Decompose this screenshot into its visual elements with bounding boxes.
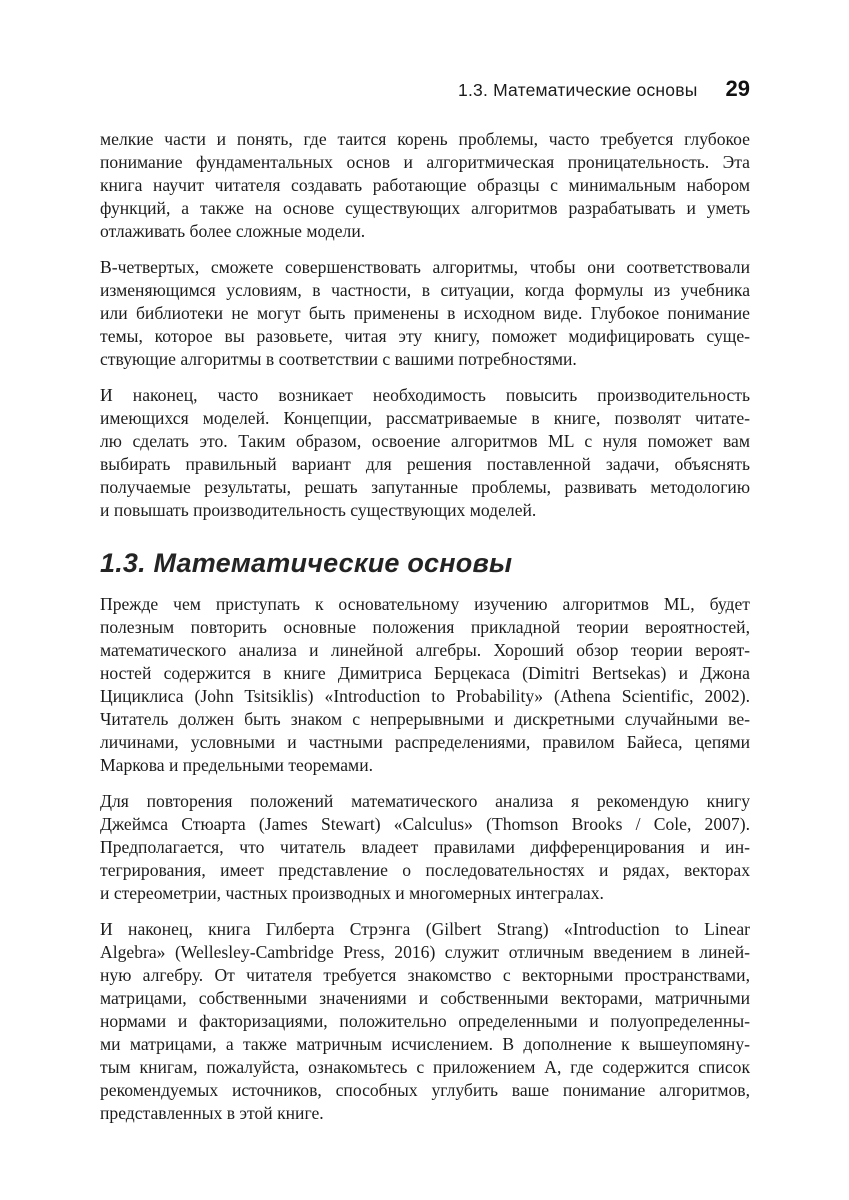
paragraph [100,256,750,371]
text-line: имеющихся моделей. Концепции, рассматриваемые в книге, позволят читате- [100,408,750,428]
text-line: функций, а также на основе существующих алгоритмов разрабатывать и уметь [100,198,750,218]
text-line: лю сделать это. Таким образом, освоение алгоритмов ML с нуля поможет вам [100,431,750,451]
text-line: И наконец, часто возникает необходимость повысить производительность [100,385,750,405]
text-line: Algebra» (Wellesley-Cambridge Press, 2016) служит отличным введением в линей- [100,942,750,962]
text-line: выбирать правильный вариант для решения поставленной задачи, объяснять [100,454,750,474]
text-line: получаемые результаты, решать запутанные проблемы, развивать методологию [100,477,750,497]
section-heading: 1.3. Математические основы [100,548,513,578]
paragraph [100,790,750,905]
text-line: личинами, условными и частными распределениями, правилом Байеса, цепями [100,732,750,752]
paragraph [100,593,750,777]
text-line: Прежде чем приступать к основательному изучению алгоритмов ML, будет [100,594,750,614]
text-line: матрицами, собственными значениями и собственными векторами, матричными [100,988,750,1008]
text-line: нормами и факторизациями, положительно определенными и полуопределенны- [100,1011,750,1031]
page-body [100,128,750,1138]
text-line: и стереометрии, частных производных и многомерных интегралах. [100,883,604,903]
text-line: полезным повторить основные положения прикладной теории вероятностей, [100,617,750,637]
text-line: понимание фундаментальных основ и алгоритмическая проницательность. Эта [100,152,750,172]
text-line: тым книгам, пожалуйста, ознакомьтесь с приложением А, где содержится список [100,1057,750,1077]
text-line: и повышать производительность существующих моделей. [100,500,537,520]
text-line: или библиотеки не могут быть применены в исходном виде. Глубокое понимание [100,303,750,323]
paragraph [100,384,750,522]
text-line: изменяющимся условиям, в частности, в ситуации, когда формулы из учебника [100,280,750,300]
running-header [458,76,750,102]
text-line: ностей содержится в книге Димитриса Берцекаса (Dimitri Bertsekas) и Джона [100,663,750,683]
text-line: книга научит читателя создавать работающие образцы с минимальным набором [100,175,750,195]
text-line: тегрирования, имеет представление о последовательностях и рядах, векторах [100,860,750,880]
text-line: рекомендуемых источников, способных углубить ваше понимание алгоритмов, [100,1080,750,1100]
text-line: математического анализа и линейной алгебры. Хороший обзор теории вероят- [100,640,750,660]
text-line: темы, которое вы разовьете, читая эту книгу, поможет модифицировать суще- [100,326,750,346]
text-line: представленных в этой книге. [100,1103,324,1123]
paragraph [100,918,750,1125]
text-line: Предполагается, что читатель владеет правилами дифференцирования и ин- [100,837,750,857]
text-line: ми матрицами, а также матричным исчислением. В дополнение к вышеупомяну- [100,1034,750,1054]
paragraph [100,128,750,243]
text-line: отлаживать более сложные модели. [100,221,366,241]
page-number: 29 [725,76,750,101]
text-line: ствующие алгоритмы в соответствии с вашими потребностями. [100,349,577,369]
text-line: мелкие части и понять, где таится корень проблемы, часто требуется глубокое [100,129,750,149]
text-line: Цициклиса (John Tsitsiklis) «Introduction to Probability» (Athena Scientific, 2002). [100,686,750,706]
text-line: В-четвертых, сможете совершенствовать алгоритмы, чтобы они соответствовали [100,257,750,277]
text-line: Для повторения положений математического анализа я рекомендую книгу [100,791,750,811]
text-line: Джеймса Стюарта (James Stewart) «Calculus» (Thomson Brooks / Cole, 2007). [100,814,750,834]
text-line: И наконец, книга Гилберта Стрэнга (Gilbert Strang) «Introduction to Linear [100,919,750,939]
text-line: ную алгебру. От читателя требуется знакомство с векторными пространствами, [100,965,750,985]
text-line: Маркова и предельными теоремами. [100,755,374,775]
text-line: Читатель должен быть знаком с непрерывными и дискретными случайными ве- [100,709,750,729]
running-head-text: 1.3. Математические основы [458,80,698,100]
